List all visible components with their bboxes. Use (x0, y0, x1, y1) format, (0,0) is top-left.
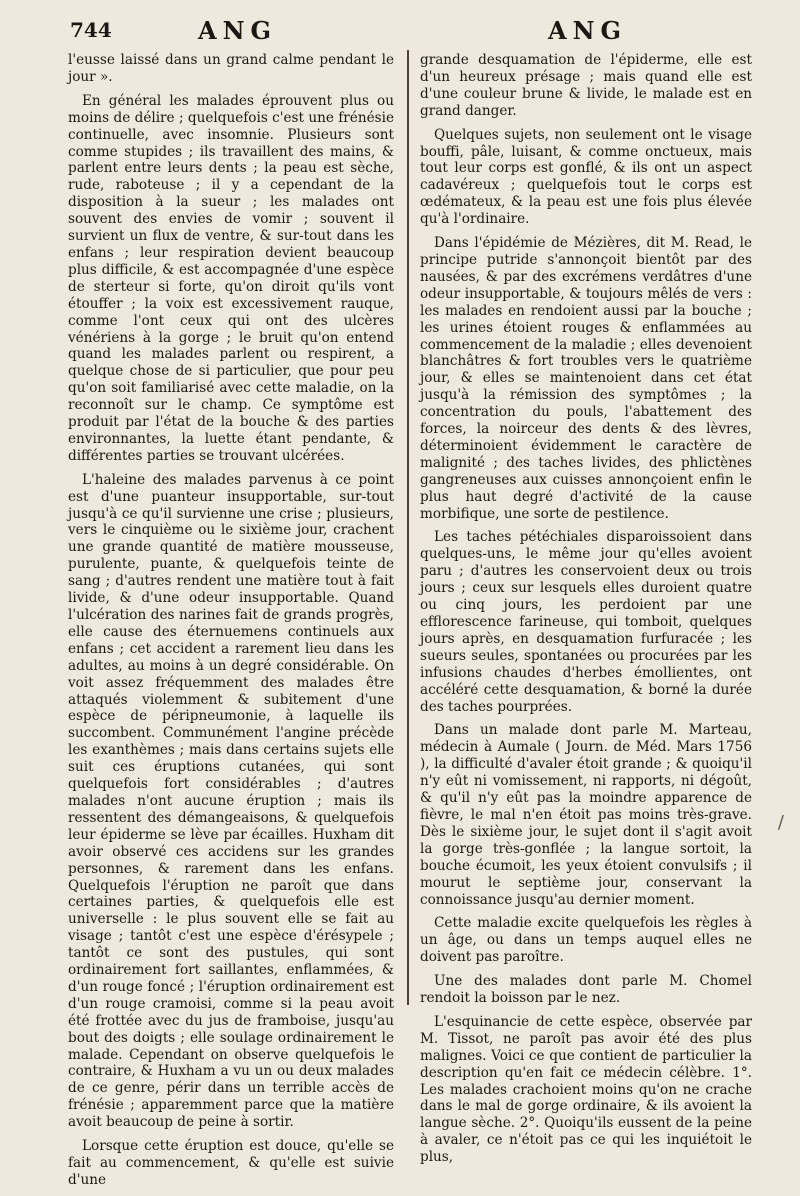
paragraph: Cette maladie excite quelquefois les règles à un âge, ou dans un temps auquel elles ne doivent pas paroître. (420, 915, 752, 966)
paragraph: Les taches pétéchiales disparoissoient dans quelques-uns, le même jour qu'elles avoient paru ; d'autres les conservoient deux ou trois jours ; ceux sur lesquels elles duroient quatre ou cinq jours, les perdoient par une efflorescence farineuse, qui tomboit, quelques jours après, en desquamation furfuracée ; les sueurs seules, spontanées ou procurées par les infusions chaudes d'herbes émollientes, ont accéléré cette desquamation, & borné la durée des taches pourprées. (420, 529, 752, 715)
paragraph: grande desquamation de l'épiderme, elle est d'un heureux présage ; mais quand elle est d'une couleur brune & livide, le malade est en grand danger. (420, 52, 752, 119)
paragraph: Dans un malade dont parle M. Marteau, médecin à Aumale ( Journ. de Méd. Mars 1756 ), la difficulté d'avaler étoit grande ; & quoiqu'il n'y eût ni vomissement, ni rapports, ni dégoût, & qu'il n'y eût pas la moindre apparence de fièvre, le mal n'en étoit pas moins très-grave. Dès le sixième jour, le sujet dont il s'agit avoit la gorge très-gonflée ; la langue sortoit, la bouche écumoit, les yeux étoient convulsifs ; il mourut le septième jour, conservant la connoissance jusqu'au dernier moment. (420, 722, 752, 908)
paragraph: l'eusse laissé dans un grand calme pendant le jour ». (68, 52, 394, 85)
paragraph: Quelques sujets, non seulement ont le visage bouffi, pâle, luisant, & comme onctueux, mais tout leur corps est gonflé, & ils ont un aspect cadavéreux ; quelquefois tout le corps est œdémateux, & la peau est une fois plus élevée qu'à l'ordinaire. (420, 126, 752, 228)
page-number: 744 (70, 18, 112, 42)
column-rule (407, 50, 409, 1005)
paragraph: L'esquinancie de cette espèce, observée par M. Tissot, ne paroît pas avoir été des plus malignes. Voici ce que contient de particulier la description qu'en fait ce médecin célèbre. 1°. Les malades crachoient moins qu'on ne crache dans le mal de gorge ordinaire, & ils avoient la langue sèche. 2°. Quoiqu'ils eussent de la peine à avaler, ce n'étoit pas ce qui les inquiétoit le plus, (420, 1013, 752, 1166)
paragraph: En général les malades éprouvent plus ou moins de délire ; quelquefois c'est une frénésie continuelle, avec insomnie. Plusieurs sont comme stupides ; ils travaillent des mains, & parlent entre leurs dents ; la peau est sèche, rude, raboteuse ; il y a cependant de la disposition à la sueur ; les malades ont souvent des envies de vomir ; souvent il survient un flux de ventre, & sur-tout dans les enfans ; leur respiration devient beaucoup plus difficile, & est accompagnée d'une espèce de sterteur si forte, qu'on diroit qu'ils vont étouffer ; la voix est excessivement rauque, comme l'ont ceux qui ont des ulcères vénériens à la gorge ; le bruit qu'on entend quand les malades parlent ou respirent, a quelque chose de si particulier, que pour peu qu'on soit familiarisé avec cette maladie, on la reconnoît sur le champ. Ce symptôme est produit par l'état de la bouche & des parties environnantes, la luette étant pendante, & différentes parties se trouvant ulcérées. (68, 92, 394, 464)
margin-mark: / (777, 812, 784, 833)
running-head-left: ANG (198, 16, 278, 45)
paragraph: Une des malades dont parle M. Chomel rendoit la boisson par le nez. (420, 973, 752, 1007)
left-column (68, 52, 394, 1196)
paragraph: L'haleine des malades parvenus à ce point est d'une puanteur insupportable, sur-tout jusqu'à ce qu'il survienne une crise ; plusieurs, vers le cinquième ou le sixième jour, crachent une grande quantité de matière mousseuse, purulente, puante, & quelquefois teinte de sang ; d'autres rendent une matière tout à fait livide, & d'une odeur insupportable. Quand l'ulcération des narines fait de grands progrès, elle cause des éternuemens continuels aux enfans ; cet accident a rarement lieu dans les adultes, au moins à un degré considérable. On voit assez fréquemment des malades être attaqués violemment & subitement d'une espèce de péripneumonie, à laquelle ils succombent. Communément l'angine précède les exanthèmes ; mais dans certains sujets elle suit ces éruptions cutanées, qui sont quelquefois fort considérables ; d'autres malades n'ont aucune éruption ; mais ils ressentent des démangeaisons, & quelquefois leur épiderme se lève par écailles. Huxham dit avoir observé ces accidens sur les grandes personnes, & rarement dans les enfans. Quelquefois l'éruption ne paroît que dans certaines parties, & quelquefois elle est universelle : le plus souvent elle se fait au visage ; tantôt c'est une espèce d'érésypele ; tantôt ce sont des pustules, qui sont ordinairement fort saillantes, enflammées, & d'un rouge foncé ; l'éruption ordinairement est d'un rouge cramoisi, comme si la peau avoit été frottée avec du jus de framboise, jusqu'au bout des doigts ; elle soulage ordinairement le malade. Cependant on observe quelquefois le contraire, & Huxham a vu un ou deux malades de ce genre, périr dans un terrible accès de frénésie ; apparemment parce que la matière avoit beaucoup de peine à sortir. (68, 471, 394, 1131)
paragraph: Dans l'épidémie de Mézières, dit M. Read, le principe putride s'annonçoit bientôt par des nausées, & par des excrémens verdâtres d'une odeur insupportable, & toujours mêlés de vers : les malades en rendoient aussi par la bouche ; les urines étoient rouges & enflammées au commencement de la maladie ; elles devenoient blanchâtres & fort troubles vers le quatrième jour, & elles se maintenoient dans cet état jusqu'à la rémission des symptômes ; la concentration du pouls, l'abattement des forces, la noirceur des dents & des lèvres, déterminoient évidemment le caractère de malignité ; des taches livides, des phlictènes gangreneuses aux cuisses annonçoient enfin le plus haut degré d'activité de la cause morbifique, une sorte de pestilence. (420, 235, 752, 522)
right-column (420, 52, 752, 1173)
running-head-right: ANG (548, 16, 628, 45)
page-header (58, 16, 760, 50)
paragraph: Lorsque cette éruption est douce, qu'elle se fait au commencement, & qu'elle est suivie d'une (68, 1138, 394, 1188)
